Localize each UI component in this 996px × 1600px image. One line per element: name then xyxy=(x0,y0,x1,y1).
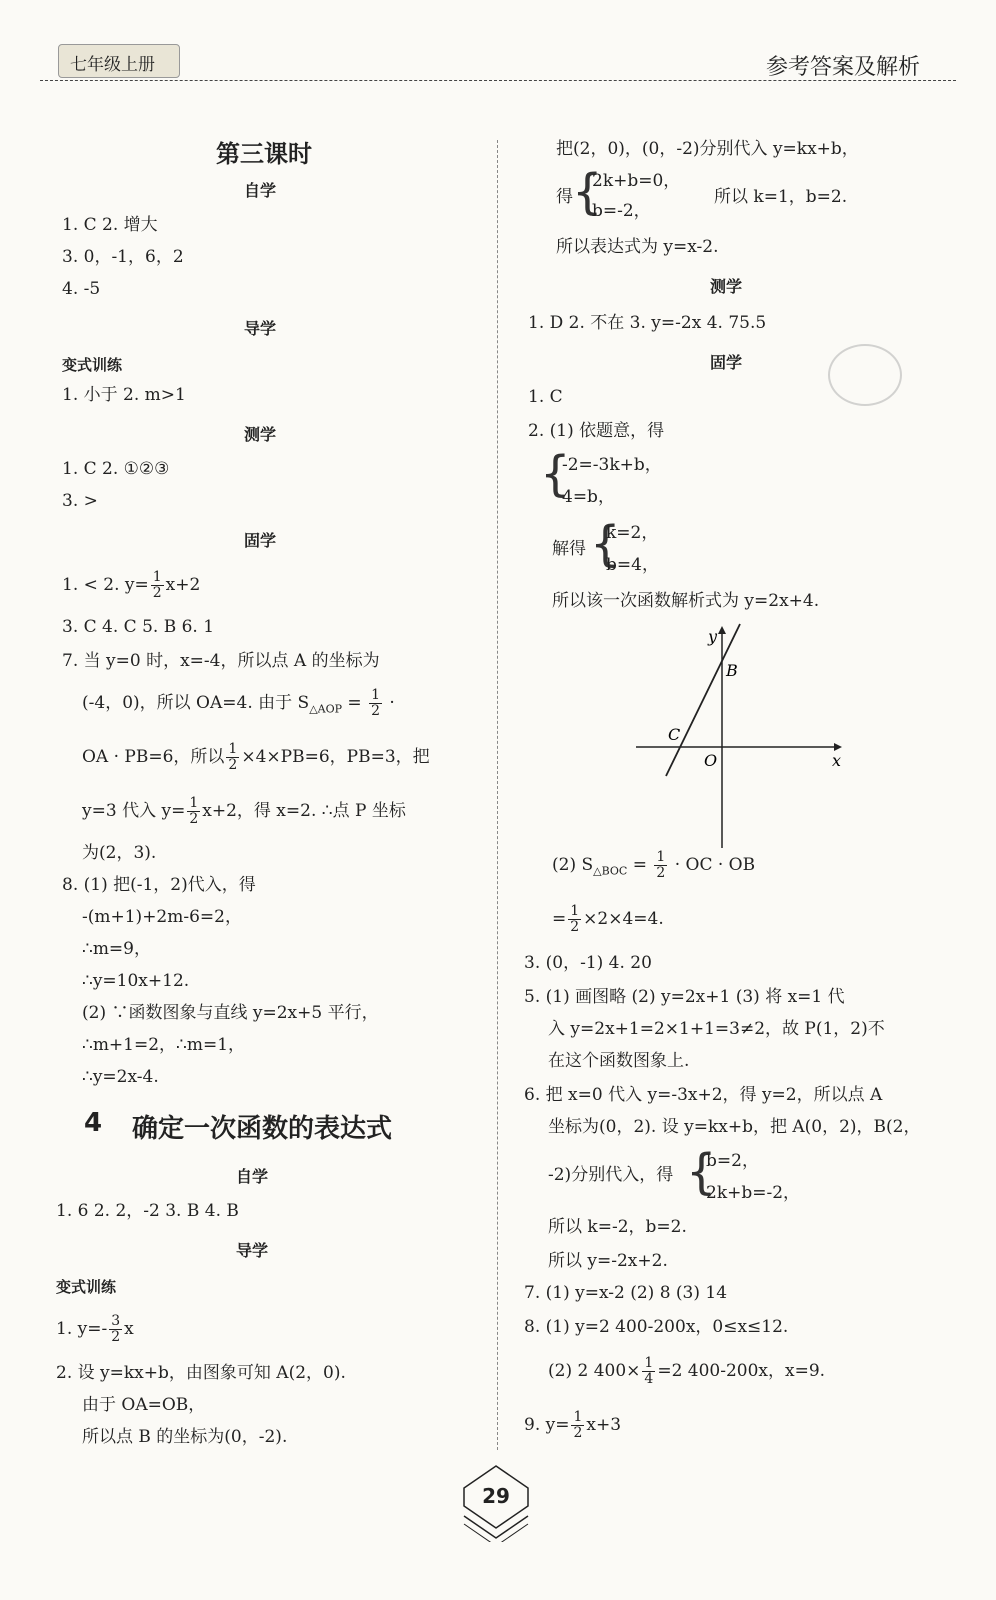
answer-line: (2) $S_{\triangle BOC}$ = $\frac{1}{2}$ · OC · OB xyxy=(552,849,756,881)
answer-line: 所以该一次函数解析式为 y=2x+4. xyxy=(552,591,820,611)
header-rule xyxy=(40,80,956,81)
lesson-title: 第三课时 xyxy=(216,140,312,168)
axis-x-label: x xyxy=(832,751,842,770)
answer-line: (2) ∵函数图象与直线 y=2x+5 平行， xyxy=(82,1003,379,1023)
answer-line: 3. (0，-1) 4. 20 xyxy=(524,953,652,973)
heading-zixue-2: 自学 xyxy=(236,1167,269,1186)
brace-symbol: { xyxy=(590,516,621,572)
answer-line: 解得 xyxy=(552,539,586,559)
answer-line: k=2， xyxy=(606,523,659,543)
origin-label: O xyxy=(704,751,718,770)
answer-line: 1. < 2. y= $\frac{1}{2}$ x+2 xyxy=(62,569,201,601)
answer-line: -(m+1)+2m-6=2， xyxy=(82,907,242,927)
heading-guxue-r: 固学 xyxy=(710,353,743,372)
axis-y-label: y xyxy=(708,627,718,646)
fraction: $\frac{1}{2}$ xyxy=(371,687,380,719)
answer-line: = $\frac{1}{2}$ ×2×4=4. xyxy=(552,903,664,935)
answer-line: 把(2，0)，(0，-2)分别代入 y=kx+b， xyxy=(556,139,859,159)
column-divider xyxy=(497,140,498,1450)
answer-line: -2)分别代入，得 xyxy=(548,1165,674,1185)
answer-line: 8. (1) 把(-1，2)代入，得 xyxy=(62,875,256,895)
heading-daoxue-2: 导学 xyxy=(236,1241,269,1260)
grade-label: 七年级上册 xyxy=(70,55,155,75)
heading-zixue: 自学 xyxy=(244,181,277,200)
answer-line: 2k+b=-2， xyxy=(706,1183,801,1203)
answer-line: ∴y=2x-4. xyxy=(82,1067,159,1087)
section-title: 确定一次函数的表达式 xyxy=(132,1114,393,1144)
answer-line: 7. (1) y=x-2 (2) 8 (3) 14 xyxy=(524,1283,728,1303)
answer-line: b=4， xyxy=(606,555,659,575)
answer-line: y=3 代入 y= $\frac{1}{2}$ x+2，得 x=2. ∴点 P 坐标 xyxy=(82,795,406,827)
answer-line: 所以表达式为 y=x-2. xyxy=(556,237,719,257)
heading-guxue: 固学 xyxy=(244,531,277,550)
page-header-title: 参考答案及解析 xyxy=(766,55,921,80)
heading-cexue: 测学 xyxy=(244,425,277,444)
answer-line: 得 xyxy=(556,187,573,207)
point-c-label: C xyxy=(668,725,681,744)
answer-line: (-4，0)，所以 OA=4. 由于 $S_{\triangle AOP}$ = $\frac{1}{2}$ · xyxy=(82,687,395,719)
answer-line: ∴m+1=2，∴m=1， xyxy=(82,1035,246,1055)
stamp-mark xyxy=(828,344,902,406)
answer-line: 6. 把 x=0 代入 y=-3x+2，得 y=2，所以点 A xyxy=(524,1085,883,1105)
fraction: $\frac{1}{2}$ xyxy=(573,1409,583,1441)
answer-line: 1. D 2. 不在 3. y=-2x 4. 75.5 xyxy=(528,313,767,333)
answer-line: OA · PB=6，所以 $\frac{1}{2}$ ×4×PB=6，PB=3，把 xyxy=(82,741,430,773)
answer-line: 坐标为(0，2). 设 y=kx+b，把 A(0，2)，B(2， xyxy=(548,1117,921,1137)
answer-line: 入 y=2x+1=2×1+1=3≠2，故 P(1，2)不 xyxy=(548,1019,885,1039)
answer-line: 所以点 B 的坐标为(0，-2). xyxy=(82,1427,288,1447)
fraction: $\frac{1}{2}$ xyxy=(570,903,580,935)
answer-line: ∴y=10x+12. xyxy=(82,971,190,991)
answer-line: 3. C 4. C 5. B 6. 1 xyxy=(62,617,215,637)
brace-symbol: { xyxy=(686,1144,717,1200)
answer-line: 2. 设 y=kx+b，由图象可知 A(2，0). xyxy=(56,1363,346,1383)
answer-line: 9. y= $\frac{1}{2}$ x+3 xyxy=(524,1409,622,1441)
fraction: $\frac{1}{4}$ xyxy=(644,1355,654,1387)
answer-line: 由于 OA=OB， xyxy=(82,1395,206,1415)
answer-line: b=-2， xyxy=(592,201,651,221)
heading-bianshi: 变式训练 xyxy=(62,356,123,374)
answer-line: 4=b， xyxy=(562,487,615,507)
answer-line: 1. C 2. 增大 xyxy=(62,215,158,235)
answer-line: 所以 k=1，b=2. xyxy=(714,187,848,207)
fraction: $\frac{1}{2}$ xyxy=(228,741,238,773)
fraction: $\frac{1}{2}$ xyxy=(189,795,199,827)
answer-line: 所以 k=-2，b=2. xyxy=(548,1217,687,1237)
function-graph xyxy=(630,620,850,850)
answer-line: 1. 6 2. 2，-2 3. B 4. B xyxy=(56,1201,239,1221)
heading-daoxue: 导学 xyxy=(244,319,277,338)
answer-line: 1. C xyxy=(528,387,563,407)
answer-line: 1. y=- $\frac{3}{2}$ x xyxy=(56,1313,134,1345)
answer-line: 所以 y=-2x+2. xyxy=(548,1251,668,1271)
answer-line: 3. 0，-1，6，2 xyxy=(62,247,184,267)
answer-line: 2. (1) 依题意，得 xyxy=(528,421,665,441)
brace-symbol: { xyxy=(572,164,603,220)
section-number: 4 xyxy=(84,1108,103,1138)
answer-line: ∴m=9， xyxy=(82,939,151,959)
answer-line: 在这个函数图象上. xyxy=(548,1051,690,1071)
answer-line: 为(2，3). xyxy=(82,843,157,863)
answer-line: (2) 2 400× $\frac{1}{4}$ =2 400-200x，x=9. xyxy=(548,1355,826,1387)
heading-cexue-r: 测学 xyxy=(710,277,743,296)
answer-line: 1. 小于 2. m>1 xyxy=(62,385,186,405)
answer-line: b=2， xyxy=(706,1151,759,1171)
answer-line: -2=-3k+b， xyxy=(562,455,662,475)
fraction: $\frac{3}{2}$ xyxy=(111,1313,121,1345)
brace-symbol: { xyxy=(540,446,571,502)
answer-line: 7. 当 y=0 时，x=-4，所以点 A 的坐标为 xyxy=(62,651,380,671)
fraction: $\frac{1}{2}$ xyxy=(656,849,666,881)
answer-line: 2k+b=0， xyxy=(592,171,681,191)
page-number: 29 xyxy=(482,1484,510,1508)
answer-line: 3. > xyxy=(62,491,98,511)
answer-line: 4. -5 xyxy=(62,279,101,299)
answer-line: 8. (1) y=2 400-200x，0≤x≤12. xyxy=(524,1317,789,1337)
fraction: $\frac{1}{2}$ xyxy=(152,569,162,601)
answer-line: 5. (1) 画图略 (2) y=2x+1 (3) 将 x=1 代 xyxy=(524,987,845,1007)
answer-line: 1. C 2. ①②③ xyxy=(62,459,170,479)
point-b-label: B xyxy=(726,661,738,680)
heading-bianshi-2: 变式训练 xyxy=(56,1278,117,1296)
